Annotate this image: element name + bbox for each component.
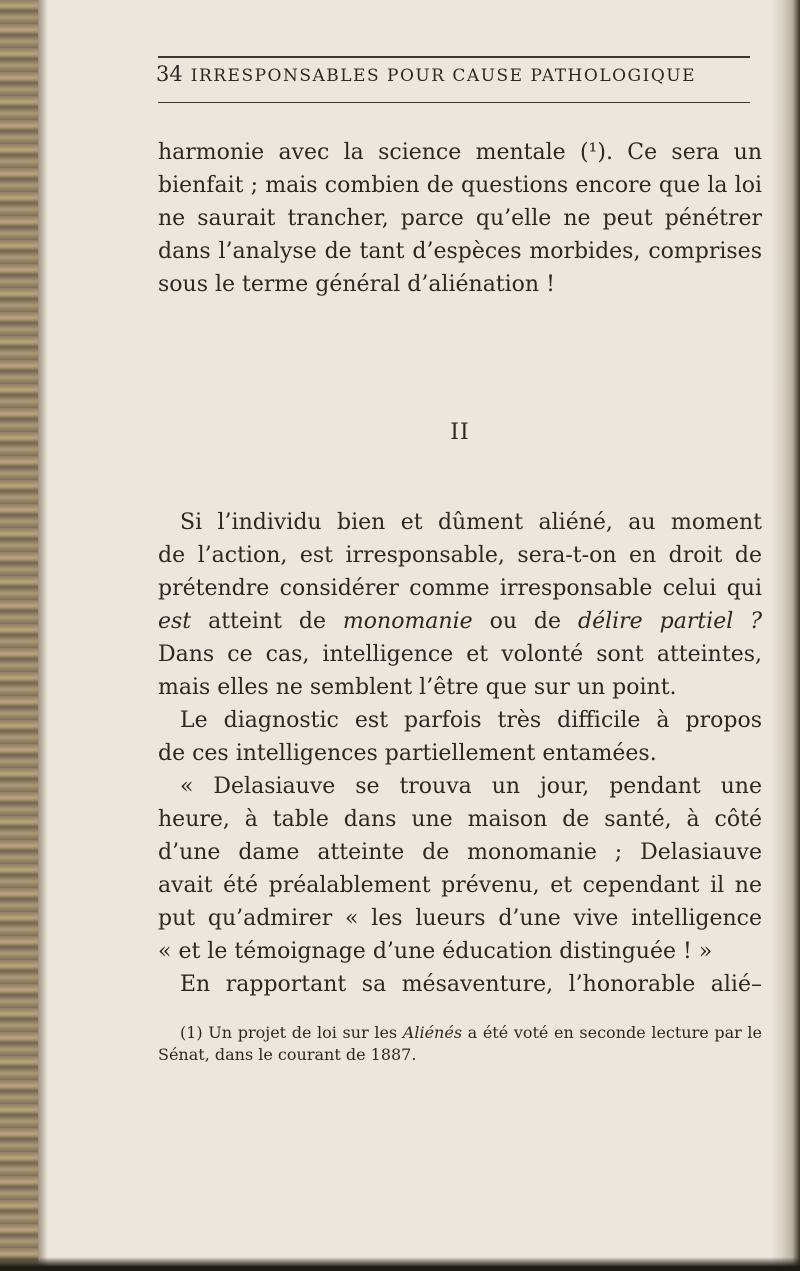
text-line: de ces intelligences partiellement entamées. <box>158 741 657 766</box>
text-span: (1) Un projet de loi sur les <box>180 1023 403 1042</box>
text-line: « et le témoignage d’une éducation distinguée ! » <box>158 939 713 964</box>
paragraph-3 <box>158 704 762 770</box>
text-line: prétendre considérer comme irresponsable celui qui <box>158 576 762 601</box>
footnote-line: Sénat, dans le courant de 1887. <box>158 1045 417 1064</box>
header-rule-top <box>158 56 750 58</box>
text-line: de l’action, est irresponsable, sera-t-on en droit de <box>158 543 762 568</box>
paragraph-4 <box>158 770 762 968</box>
page-right-edge <box>770 0 800 1271</box>
italic-term-alienes: Aliénés <box>402 1023 463 1042</box>
text-span: ou de <box>472 609 578 634</box>
text-line: sous le terme général d’aliénation ! <box>158 272 555 297</box>
book-binding-edge <box>0 0 38 1271</box>
text-line: harmonie avec la science mentale (¹). Ce sera un <box>158 140 762 165</box>
text-line: put qu’admirer « les lueurs d’une vive intelligence <box>158 906 762 931</box>
text-span: a été voté en seconde lecture par le <box>462 1023 763 1042</box>
page-number: 34 <box>156 62 183 86</box>
running-title: IRRESPONSABLES POUR CAUSE PATHOLOGIQUE <box>190 66 697 86</box>
text-line: Dans ce cas, intelligence et volonté sont atteintes, <box>158 642 762 667</box>
text-line: dans l’analyse de tant d’espèces morbides, comprises <box>158 239 762 264</box>
text-line: bienfait ; mais combien de questions encore que la loi <box>158 173 762 198</box>
binding-shadow <box>38 0 48 1271</box>
paragraph-5 <box>158 968 762 1001</box>
text-line: avait été préalablement prévenu, et cependant il ne <box>158 873 762 898</box>
text-line: mais elles ne semblent l’être que sur un point. <box>158 675 677 700</box>
running-header <box>156 62 756 86</box>
header-rule-bottom <box>158 102 750 103</box>
text-span: atteint de <box>191 609 343 634</box>
text-line: d’une dame atteinte de monomanie ; Delasiauve <box>158 840 762 865</box>
text-line: Si l’individu bien et dûment aliéné, au moment <box>180 510 762 535</box>
text-line: ne saurait trancher, parce qu’elle ne peut pénétrer <box>158 206 762 231</box>
italic-word: est <box>158 609 192 634</box>
text-line: « Delasiauve se trouva un jour, pendant une <box>180 774 762 799</box>
page-bottom-edge <box>0 1257 800 1271</box>
section-heading: II <box>450 420 470 445</box>
text-line: heure, à table dans une maison de santé, à côté <box>158 807 762 832</box>
text-line: En rapportant sa mésaventure, l’honorable alié– <box>180 972 762 997</box>
paragraph-1 <box>158 136 762 301</box>
italic-term-monomanie: monomanie <box>342 609 473 634</box>
text-line: Le diagnostic est parfois très difficile à propos <box>180 708 762 733</box>
italic-term-delire-partiel: délire partiel ? <box>577 609 763 634</box>
text-line-with-italics <box>158 605 762 638</box>
paragraph-2 <box>158 506 762 704</box>
footnote <box>158 1022 762 1066</box>
footnote-line <box>158 1022 762 1044</box>
